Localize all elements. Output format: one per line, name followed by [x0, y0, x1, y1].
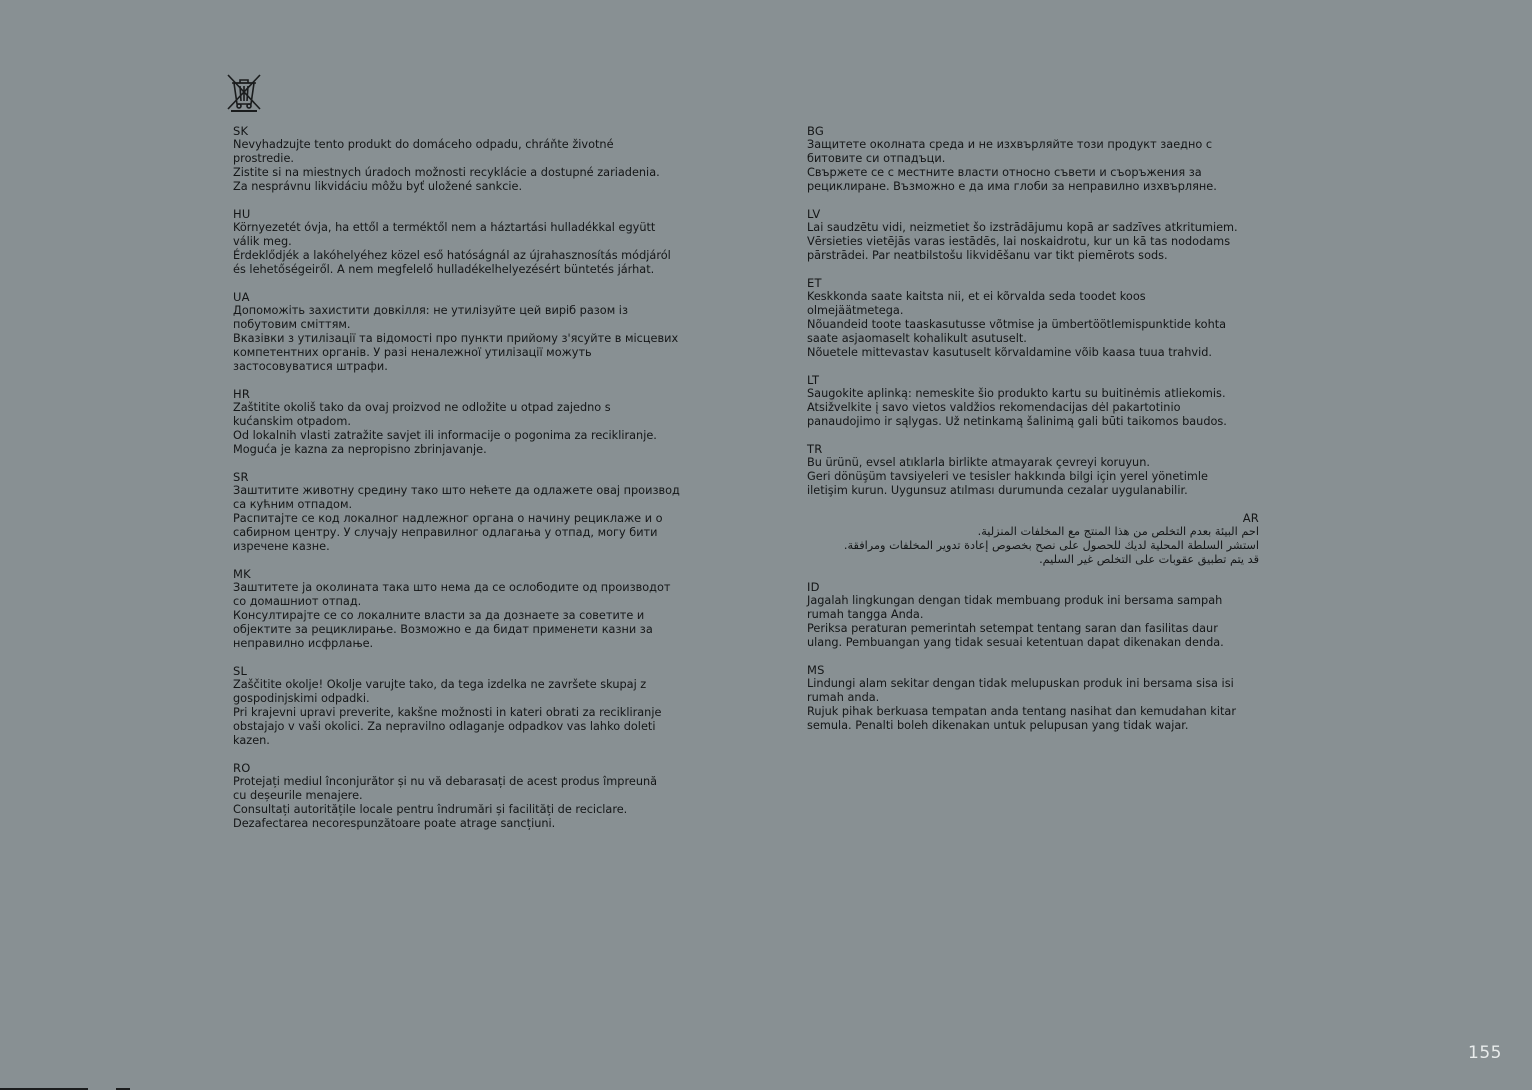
language-section-et	[807, 276, 1262, 360]
disposal-text-line: Свържете се с местните власти относно съвети и съоръжения за	[807, 166, 1202, 179]
disposal-text-line: Распитајте се код локалног надлежног органа о начину рециклаже и о	[233, 512, 663, 525]
disposal-text-line: gospodinjskimi odpadki.	[233, 692, 370, 705]
language-section-ro	[233, 761, 703, 831]
disposal-text-line: ulang. Pembuangan yang tidak sesuai ketentuan dapat dikenakan denda.	[807, 636, 1224, 649]
language-section-sr	[233, 470, 703, 554]
language-code: TR	[807, 442, 823, 456]
disposal-text-line: olmejäätmetega.	[807, 304, 904, 317]
disposal-text-line: Keskkonda saate kaitsta nii, et ei kõrvalda seda toodet koos	[807, 290, 1146, 303]
disposal-text-line: obstajajo v vaši okolici. Za nepravilno odlaganje odpadkov vas lahko doleti	[233, 720, 656, 733]
language-section-sl	[233, 664, 703, 748]
disposal-text-line: استشر السلطة المحلية لديك للحصول على نصح بخصوص إعادة تدوير المخلفات ومرافقة.	[843, 539, 1259, 552]
disposal-text-line: rumah anda.	[807, 691, 880, 704]
disposal-text-line: изречене казне.	[233, 540, 330, 553]
language-section-ua	[233, 290, 703, 374]
disposal-text-line: Заштитите животну средину тако што нећете да одлажете овај производ	[233, 484, 680, 497]
language-section-hu	[233, 207, 703, 277]
language-code: MK	[233, 567, 251, 581]
disposal-text-line: Nõuetele mittevastav kasutuselt kõrvaldamine võib kaasa tuua trahvid.	[807, 346, 1212, 359]
disposal-text-line: Lindungi alam sekitar dengan tidak melupuskan produk ini bersama sisa isi	[807, 677, 1234, 690]
language-code: UA	[233, 290, 250, 304]
left-column	[233, 124, 703, 844]
right-column	[807, 124, 1262, 746]
disposal-text-line: Консултирајте се со локалните власти за да дознаете за советите и	[233, 609, 645, 622]
disposal-text-line: сабирном центру. У случају неправилног одлагања у отпад, могу бити	[233, 526, 658, 539]
disposal-text-line: со домашниот отпад.	[233, 595, 362, 608]
language-code: MS	[807, 663, 825, 677]
disposal-text-line: компетентних органів. У разі неналежної утилізації можуть	[233, 346, 592, 359]
disposal-text-line: kućanskim otpadom.	[233, 415, 351, 428]
disposal-text-line: објектите за рециклирање. Возможно е да бидат применети казни за	[233, 623, 653, 636]
disposal-text-line: Környezetét óvja, ha ettől a terméktől nem a háztartási hulladékkal együtt	[233, 221, 656, 234]
disposal-text-line: Geri dönüşüm tavsiyeleri ve tesisler hakkında bilgi için yerel yönetimle	[807, 470, 1208, 483]
page-number: 155	[1468, 1043, 1502, 1063]
disposal-text-line: застосовуватися штрафи.	[233, 360, 388, 373]
disposal-text-line: Od lokalnih vlasti zatražite savjet ili informacije o pogonima za recikliranje.	[233, 429, 657, 442]
language-section-bg	[807, 124, 1262, 194]
disposal-text-line: Dezafectarea necorespunzătoare poate atrage sancțiuni.	[233, 817, 556, 830]
disposal-text-line: Nevyhadzujte tento produkt do domáceho odpadu, chráňte životné	[233, 138, 614, 151]
language-code: SK	[233, 124, 249, 138]
disposal-text-line: semula. Penalti boleh dikenakan untuk pelupusan yang tidak wajar.	[807, 719, 1189, 732]
disposal-text-line: Vērsieties vietējās varas iestādēs, lai noskaidrotu, kur un kā tas nododams	[807, 235, 1231, 248]
language-code: HR	[233, 387, 251, 401]
disposal-text-line: Moguća je kazna za nepropisno zbrinjavanje.	[233, 443, 487, 456]
disposal-text-line: Bu ürünü, evsel atıklarla birlikte atmayarak çevreyi koruyun.	[807, 456, 1150, 469]
disposal-text-line: pārstrādei. Par neatbilstošu likvidēšanu var tikt piemērots sods.	[807, 249, 1168, 262]
disposal-text-line: Protejați mediul înconjurător și nu vă debarasați de acest produs împreună	[233, 775, 658, 788]
language-section-ms	[807, 663, 1262, 733]
disposal-text-line: са кућним отпадом.	[233, 498, 353, 511]
disposal-text-line: Zaštitite okoliš tako da ovaj proizvod ne odložite u otpad zajedno s	[233, 401, 611, 414]
language-code: SL	[233, 664, 248, 678]
language-section-mk	[233, 567, 703, 651]
disposal-text-line: Érdeklődjék a lakóhelyéhez közel eső hatóságnál az újrahasznosítás módjáról	[233, 249, 671, 262]
language-code: RO	[233, 761, 251, 775]
disposal-text-line: panaudojimo ir sąlygas. Už netinkamą šalinimą gali būti taikomos baudos.	[807, 415, 1227, 428]
disposal-text-line: неправилно исфрлање.	[233, 637, 374, 650]
disposal-text-line: cu deșeurile menajere.	[233, 789, 363, 802]
disposal-text-line: Zistite si na miestnych úradoch možnosti recyklácie a dostupné zariadenia.	[233, 166, 660, 179]
language-code: LT	[807, 373, 820, 387]
disposal-text-line: Saugokite aplinką: nemeskite šio produkto kartu su buitinėmis atliekomis.	[807, 387, 1226, 400]
language-section-lv	[807, 207, 1262, 263]
disposal-text-line: Za nesprávnu likvidáciu môžu byť uložené sankcie.	[233, 180, 523, 193]
disposal-text-line: kazen.	[233, 734, 270, 747]
disposal-text-line: рециклиране. Възможно е да има глоби за неправилно изхвърляне.	[807, 180, 1217, 193]
disposal-text-line: Допоможіть захистити довкілля: не утилізуйте цей виріб разом із	[233, 304, 628, 317]
language-section-id	[807, 580, 1262, 650]
disposal-text-line: Pri krajevni upravi preverite, kakšne možnosti in kateri obrati za recikliranje	[233, 706, 662, 719]
disposal-text-line: prostredie.	[233, 152, 294, 165]
language-code: ID	[807, 580, 820, 594]
disposal-text-line: iletişim kurun. Uygunsuz atılması durumunda cezalar uygulanabilir.	[807, 484, 1188, 497]
disposal-text-line: побутовим сміттям.	[233, 318, 351, 331]
disposal-text-line: Zaščitite okolje! Okolje varujte tako, da tega izdelka ne završete skupaj z	[233, 678, 647, 691]
language-section-tr	[807, 442, 1262, 498]
disposal-text-line: Nõuandeid toote taaskasutusse võtmise ja ümbertöötlemispunktide kohta	[807, 318, 1227, 331]
disposal-text-line: és lehetőségeiről. A nem megfelelő hulladékelhelyezésért büntetés járhat.	[233, 263, 655, 276]
disposal-text-line: битовите си отпадъци.	[807, 152, 946, 165]
language-section-hr	[233, 387, 703, 457]
disposal-text-line: احم البيئة بعدم التخلص من هذا المنتج مع المخلفات المنزلية.	[977, 525, 1259, 538]
language-code: HU	[233, 207, 251, 221]
disposal-text-line: Jagalah lingkungan dengan tidak membuang produk ini bersama sampah	[807, 594, 1223, 607]
language-section-ar	[807, 511, 1259, 567]
disposal-text-line: Periksa peraturan pemerintah setempat tentang saran dan fasilitas daur	[807, 622, 1218, 635]
disposal-text-line: rumah tangga Anda.	[807, 608, 924, 621]
disposal-text-line: saate asjaomaselt kohalikult asutuselt.	[807, 332, 1027, 345]
language-code: BG	[807, 124, 824, 138]
language-section-lt	[807, 373, 1262, 429]
disposal-text-line: Защитете околната среда и не изхвърляйте този продукт заедно с	[807, 138, 1213, 151]
disposal-text-line: válik meg.	[233, 235, 292, 248]
disposal-text-line: قد يتم تطبيق عقوبات على التخلص غير السليم.	[1039, 553, 1259, 566]
language-section-sk	[233, 124, 703, 194]
disposal-text-line: Заштитете ја околината така што нема да се ослободите од производот	[233, 581, 671, 594]
language-code: SR	[233, 470, 249, 484]
disposal-text-line: Вказівки з утилізації та відомості про пункти прийому з'ясуйте в місцевих	[233, 332, 679, 345]
disposal-text-line: Consultați autoritățile locale pentru îndrumări și facilități de reciclare.	[233, 803, 628, 816]
disposal-text-line: Lai saudzētu vidi, neizmetiet šo izstrādājumu kopā ar sadzīves atkritumiem.	[807, 221, 1238, 234]
language-code: LV	[807, 207, 821, 221]
disposal-text-line: Rujuk pihak berkuasa tempatan anda tentang nasihat dan kemudahan kitar	[807, 705, 1236, 718]
disposal-text-line: Atsižvelkite į savo vietos valdžios rekomendacijas dėl pakartotinio	[807, 401, 1181, 414]
language-code: AR	[1242, 511, 1259, 525]
language-code: ET	[807, 276, 822, 290]
crossed-out-wheelie-bin-icon	[225, 72, 263, 112]
